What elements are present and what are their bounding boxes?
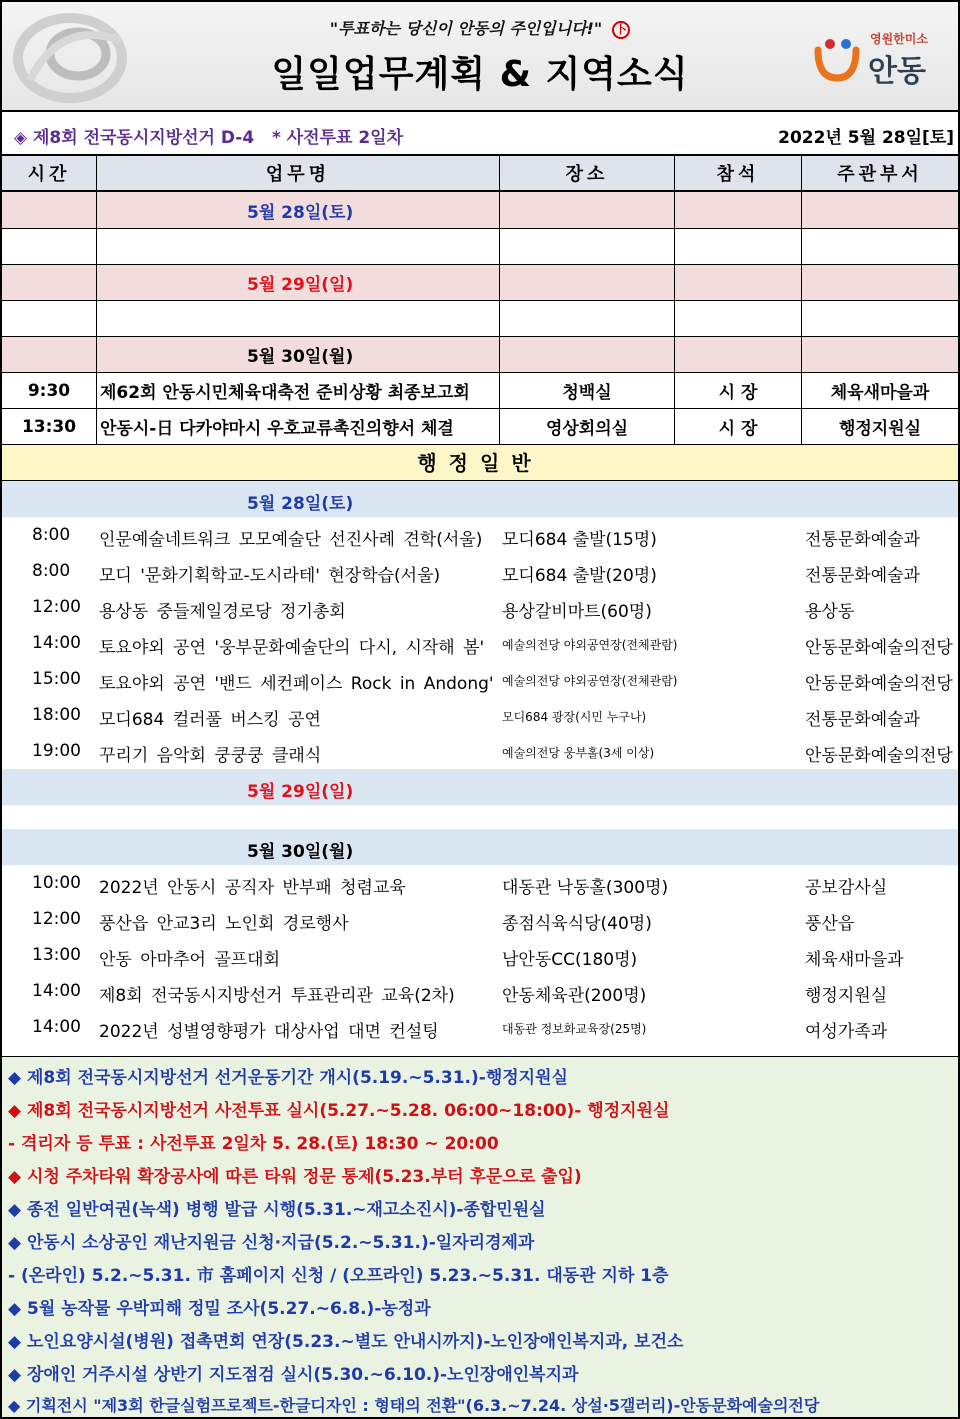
row-task: 안동시-日 다카야마시 우호교류촉진의향서 체결 [97,409,500,444]
item-place: 남안동CC(180명) [502,950,638,970]
row-dept: 체육새마을과 [830,383,930,403]
item-name: 안동 아마추어 골프대회 [99,950,281,970]
report-date: 2022년 5월 28일[토] [778,128,954,148]
schedule-day-label: 5월 28일(토) [97,192,500,228]
item-place: 종점식육식당(40명) [502,914,652,934]
row-place: 청백실 [500,373,675,408]
col-dept: 주관부서 [837,164,923,185]
item-place: 모디684 광장(시민 누구나) [502,710,647,724]
item-name: 2022년 성별영향평가 대상사업 대면 컨설팅 [99,1022,439,1042]
item-time: 14:00 [32,981,81,1001]
col-place: 장소 [500,156,675,190]
list-item [2,697,958,733]
vote-stamp-icon: 卜 [612,21,630,39]
notice-item: ◆ 노인요양시설(병원) 접촉면회 연장(5.23.~별도 안내시까지)-노인장애인복지과, 보건소 [8,1332,684,1352]
city-slogan: 영원한미소 [870,32,928,46]
admin-list [2,481,958,1056]
list-item [2,973,958,1009]
city-name: 안동 [868,54,926,89]
item-name: 꾸리기 음악회 쿵쿵쿵 클래식 [99,746,322,766]
list-item [2,1009,958,1045]
list-item [2,553,958,589]
notice-board [2,1056,958,1419]
col-attendee: 참석 [675,156,802,190]
row-dept: 행정지원실 [838,419,922,439]
list-item [2,733,958,769]
notice-item: ◆ 제8회 전국동시지방선거 사전투표 실시(5.27.~5.28. 06:00~18:00)- 행정지원실 [8,1101,670,1121]
item-time: 14:00 [32,1017,81,1037]
item-time: 18:00 [32,705,81,725]
item-name: 2022년 안동시 공직자 반부패 청렴교육 [99,878,406,898]
item-dept: 안동문화예술의전당 [805,674,953,694]
item-dept: 안동문화예술의전당 [805,638,953,658]
item-place: 안동체육관(200명) [502,986,647,1006]
admin-day-bar [2,829,958,865]
schedule-day-row [2,192,958,229]
document-header [2,2,958,112]
item-dept: 용상동 [805,602,855,622]
schedule-day-label: 5월 30일(월) [97,337,500,372]
notice-item: ◆ 안동시 소상공인 재난지원금 신청·지급(5.2.~5.31.)-일자리경제과 [8,1233,535,1253]
list-item [2,517,958,553]
admin-day-label: 5월 29일(일) [247,782,354,802]
item-place: 용상갈비마트(60명) [502,602,652,622]
schedule-empty-row [2,301,958,337]
item-place: 예술의전당 야외공연장(전체관람) [502,674,678,688]
page-title: 일일업무계획 & 지역소식 [271,54,689,95]
item-time: 10:00 [32,873,81,893]
item-time: 19:00 [32,741,81,761]
admin-day-label: 5월 30일(월) [247,842,354,862]
list-item [2,625,958,661]
schedule-day-row [2,265,958,301]
election-countdown: ◈ 제8회 전국동시지방선거 D-4 * 사전투표 2일차 [14,128,404,148]
schedule-empty-row [2,229,958,265]
slogan: "투표하는 당신이 안동의 주인입니다!" 卜 [2,16,958,39]
col-time: 시간 [2,156,97,190]
admin-section-title: 행정일반 [2,445,958,481]
notice-item: ◆ 종전 일반여권(녹색) 병행 발급 시행(5.31.~재고소진시)-종합민원실 [8,1200,546,1220]
notice-item: ◆ 5월 농작물 우박피해 정밀 조사(5.27.~6.8.)-농정과 [8,1299,431,1319]
item-dept: 풍산읍 [805,914,855,934]
item-dept: 체육새마을과 [805,950,904,970]
andong-smile-icon [810,30,864,84]
col-task: 업무명 [97,156,500,190]
notice-item: - (온라인) 5.2.~5.31. 市 홈페이지 신청 / (오프라인) 5.23.~5.31. 대동관 지하 1층 [8,1266,669,1286]
item-name: 용상동 중들제일경로당 정기총회 [99,602,346,622]
item-place: 모디684 출발(15명) [502,530,657,550]
item-dept: 전통문화예술과 [805,710,920,730]
item-time: 8:00 [32,561,71,581]
item-name: 제8회 전국동시지방선거 투표관리관 교육(2차) [99,986,455,1006]
city-logo [810,22,940,92]
notice-item: - 격리자 등 투표 : 사전투표 2일차 5. 28.(토) 18:30 ~ 20:00 [8,1134,499,1154]
admin-day-bar [2,769,958,805]
item-place: 대동관 낙동홀(300명) [502,878,669,898]
item-dept: 여성가족과 [805,1022,888,1042]
row-place: 영상회의실 [500,409,675,444]
item-time: 13:00 [32,945,81,965]
admin-day-label: 5월 28일(토) [247,494,354,514]
item-place: 예술의전당 웅부홀(3세 이상) [502,746,655,760]
notice-item: ◆ 제8회 전국동시지방선거 선거운동기간 개시(5.19.~5.31.)-행정지원실 [8,1068,568,1088]
table-row [2,373,958,409]
subheader [2,112,958,156]
row-attendee: 시 장 [675,373,802,408]
item-dept: 안동문화예술의전당 [805,746,953,766]
item-place: 예술의전당 야외공연장(전체관람) [502,638,678,652]
item-place: 대동관 정보화교육장(25명) [502,1022,647,1036]
row-time: 9:30 [2,373,97,408]
admin-day-bar [2,481,958,517]
schedule-day-label: 5월 29일(일) [97,265,500,300]
list-item [2,901,958,937]
notice-item: ◆ 시청 주차타워 확장공사에 따른 타워 정문 통제(5.23.부터 후문으로 출입) [8,1167,582,1187]
list-item [2,661,958,697]
row-time: 13:30 [2,409,97,444]
item-place: 모디684 출발(20명) [502,566,657,586]
item-dept: 공보감사실 [805,878,888,898]
item-dept: 전통문화예술과 [805,530,920,550]
list-item [2,937,958,973]
item-dept: 행정지원실 [805,986,888,1006]
item-dept: 전통문화예술과 [805,566,920,586]
item-name: 모디684 컬러풀 버스킹 공연 [99,710,321,730]
item-name: 인문예술네트워크 모모예술단 선진사례 견학(서울) [99,530,483,550]
item-name: 모디 '문화기획학교-도시라테' 현장학습(서울) [99,566,441,586]
notice-item: ◆ 기획전시 "제3회 한글실험프로젝트-한글디자인 : 형태의 전환"(6.3.~7.24. 상설·5갤러리)-안동문화예술의전당 [8,1396,820,1415]
row-task: 제62회 안동시민체육대축전 준비상황 최종보고회 [97,373,500,408]
item-time: 8:00 [32,525,71,545]
schedule-day-row [2,337,958,373]
row-attendee: 시 장 [675,409,802,444]
item-time: 14:00 [32,633,81,653]
item-name: 토요야외 공연 '웅부문화예술단의 다시, 시작해 봄' [99,638,485,658]
item-name: 토요야외 공연 '밴드 세컨페이스 Rock in Andong' [99,674,494,694]
table-row [2,409,958,445]
item-time: 12:00 [32,909,81,929]
list-item [2,865,958,901]
notice-item: ◆ 장애인 거주시설 상반기 지도점검 실시(5.30.~6.10.)-노인장애인복지과 [8,1365,579,1385]
item-time: 12:00 [32,597,81,617]
item-time: 15:00 [32,669,81,689]
table-header [2,156,958,192]
list-item [2,589,958,625]
item-name: 풍산읍 안교3리 노인회 경로행사 [99,914,349,934]
